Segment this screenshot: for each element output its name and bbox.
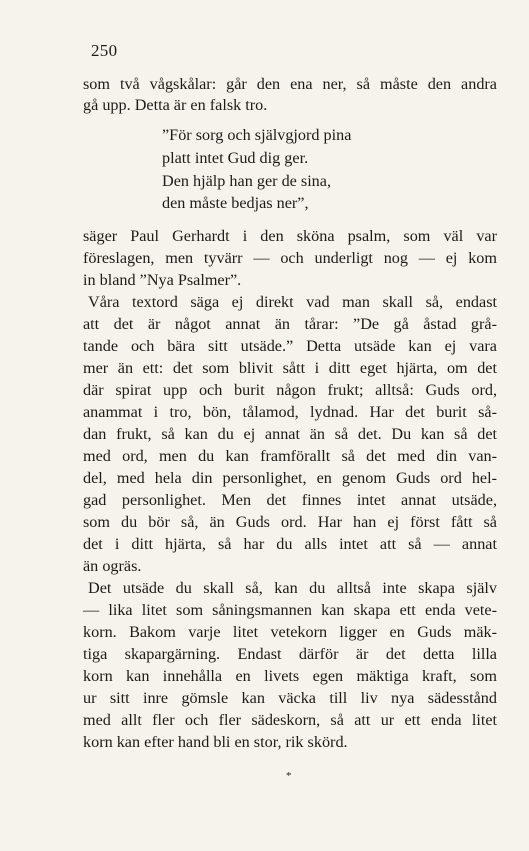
text-line: gad personlighet. Men det finnes intet annat utsäde, bbox=[83, 491, 497, 509]
poem-line: ”För sorg och självgjord pina bbox=[162, 126, 352, 144]
poem-line: Den hjälp han ger de sina, bbox=[162, 172, 332, 190]
text-line: anammat i tro, bön, tålamod, lydnad. Har det burit så- bbox=[83, 403, 497, 421]
text-line: där spirat upp och burit någon frukt; alltså: Guds ord, bbox=[83, 381, 497, 399]
text-line: som du bör så, än Guds ord. Har han ej först fått så bbox=[83, 513, 497, 531]
text-line: Det utsäde du skall så, kan du alltså inte skapa själv bbox=[88, 579, 497, 597]
text-line: in bland ”Nya Psalmer”. bbox=[83, 271, 242, 289]
text-line: — lika litet som såningsmannen kan skapa ett enda vete- bbox=[83, 601, 497, 619]
page-number: 250 bbox=[91, 41, 118, 60]
text-line: gå upp. Detta är en falsk tro. bbox=[83, 96, 268, 114]
text-line: korn kan innehålla en livets egen mäktiga kraft, som bbox=[83, 667, 497, 685]
text-line: del, med hela din personlighet, en genom Guds ord hel- bbox=[83, 469, 497, 487]
text-line: ur sitt inre gömsle kan väcka till liv nya sädesstånd bbox=[83, 689, 497, 707]
text-line: föreslagen, men tyvärr — och underligt nog — ej kom bbox=[83, 249, 497, 267]
text-line: korn. Bakom varje litet vetekorn ligger en Guds mäk- bbox=[83, 623, 497, 641]
text-line: att det är något annat än tårar: ”De gå åstad grå- bbox=[83, 315, 497, 333]
text-line: än ogräs. bbox=[83, 557, 142, 575]
text-line: med allt fler och fler sädeskorn, så att ur ett enda litet bbox=[83, 711, 497, 729]
text-line: det i ditt hjärta, så har du alls intet att så — annat bbox=[83, 535, 497, 553]
text-line: säger Paul Gerhardt i den sköna psalm, som väl var bbox=[83, 227, 497, 245]
text-line: som två vågskålar: går den ena ner, så måste den andra bbox=[83, 75, 497, 93]
text-line: med ord, men du kan framförallt så det med din van- bbox=[83, 447, 497, 465]
text-line: mer än ett: det som blivit sått i ditt eget hjärta, om det bbox=[83, 359, 497, 377]
text-line: tiga skapargärning. Endast därför är det detta lilla bbox=[83, 645, 497, 663]
section-ornament: * bbox=[286, 770, 292, 782]
text-line: Våra textord säga ej direkt vad man skall så, endast bbox=[88, 293, 497, 311]
text-line: tande och bära sitt utsäde.” Detta utsäde kan ej vara bbox=[83, 337, 497, 355]
poem-line: platt intet Gud dig ger. bbox=[162, 149, 309, 167]
text-line: dan frukt, så kan du ej annat än så det. Du kan så det bbox=[83, 425, 497, 443]
text-line: korn kan efter hand bli en stor, rik skörd. bbox=[83, 733, 348, 751]
poem-line: den måste bedjas ner”, bbox=[162, 194, 309, 212]
